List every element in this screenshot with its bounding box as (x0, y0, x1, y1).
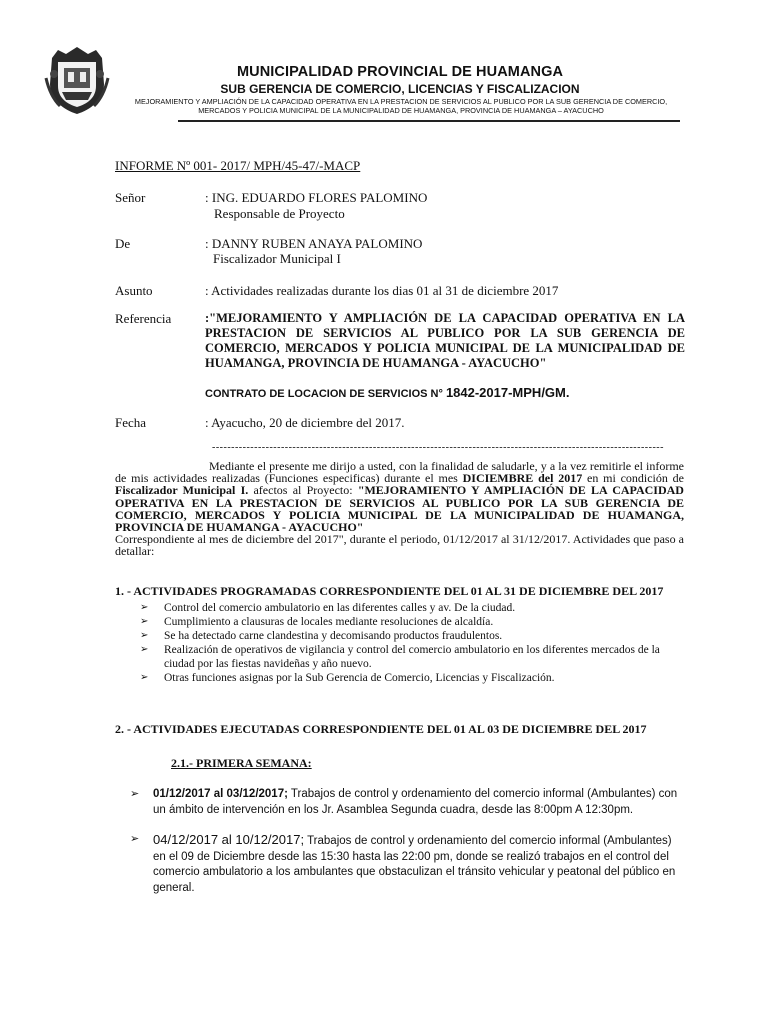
activity-entry-2 (130, 832, 686, 896)
arrow-bullet-icon: ➢ (140, 630, 149, 641)
body-month: DICIEMBRE del 2017 (462, 471, 583, 486)
list-item: ➢ Control del comercio ambulatorio en las diferentes calles y av. De la ciudad. (140, 602, 516, 614)
activity-2-date: 04/12/2017 al 10/12/2017; (153, 832, 305, 847)
list-item: ➢ Se ha detectado carne clandestina y decomisando productos fraudulentos. (140, 630, 503, 642)
list-item: ➢ Realización de operativos de vigilancia y control del comercio ambulatorio en los diferentes mercados de la ciudad por las fiestas navideñas y año nuevo. (140, 644, 660, 670)
referencia-value: :"MEJORAMIENTO Y AMPLIACIÓN DE LA CAPACIDAD OPERATIVA EN LA PRESTACION DE SERVICIOS AL PUBLICO POR LA SUB GERENCIA DE COMERCIO, MERCADOS Y POLICIA MUNICIPAL DE LA MUNICIPALIDAD DE HUAMANGA, PROVINCIA DE HUAMANGA - AYACUCHO" (205, 311, 685, 370)
arrow-bullet-icon: ➢ (130, 833, 140, 845)
arrow-bullet-icon: ➢ (140, 602, 149, 613)
de-value: : DANNY RUBEN ANAYA PALOMINO (205, 236, 423, 251)
senor-label: Señor (115, 190, 146, 205)
activity-entry-1 (130, 787, 686, 818)
referencia-label: Referencia (115, 311, 172, 326)
body-paragraph (115, 460, 684, 558)
body-project-name: "MEJORAMIENTO Y AMPLIACIÓN DE LA CAPACIDAD OPERATIVA EN LA PRESTACION DE SERVICIOS AL PUBLICO POR LA SUB GERENCIA DE COMERCIO, MERCADOS Y POLICIA MUNICIPAL DE LA MUNICIPALIDAD DE HUAMANGA, PROVINCIA DE HUAMANGA - AYACUCHO" (115, 483, 684, 535)
contract-prefix: CONTRATO DE LOCACION DE SERVICIOS N° (205, 388, 443, 400)
project-title-line-1: MEJORAMIENTO Y AMPLIACIÓN DE LA CAPACIDAD OPERATIVA EN LA PRESTACION DE SERVICIOS AL PUBLICO POR LA SUB GERENCIA DE COMERCIO, (134, 97, 668, 106)
body-text-4: Correspondiente al mes de diciembre del 2017", durante el periodo, 01/12/2017 al 31/12/2017. Actividades que paso a detallar: (115, 532, 684, 559)
de-role: Fiscalizador Municipal I (213, 251, 341, 266)
project-title-line-2: MERCADOS Y POLICIA MUNICIPAL DE LA MUNICIPALIDAD DE HUAMANGA, PROVINCIA DE HUAMANGA – AYACUCHO (198, 106, 604, 115)
header-divider (178, 120, 680, 122)
activity-1-text: Trabajos de control y ordenamiento del comercio informal (Ambulantes) con un ámbito de intervención en los Jr. Asamblea Segunda cuadra, desde las 8:00pm A 12:30pm. (153, 788, 678, 816)
arrow-bullet-icon: ➢ (130, 788, 140, 800)
activity-2-text: Trabajos de control y ordenamiento del comercio informal (Ambulantes) en el 09 de Diciembre desde las 15:30 hasta las 22:00 pm, donde se realizó trabajos en el control del comercio ambulatorio a los ambulantes que obstaculizan el tránsito vehicular y peatonal del público en general. (153, 835, 676, 894)
fecha-label: Fecha (115, 415, 147, 430)
body-text-2: en mi condición de (582, 471, 685, 486)
senor-role: Responsable de Proyecto (214, 206, 345, 221)
asunto-value: : Actividades realizadas durante los dias 01 al 31 de diciembre 2017 (205, 283, 559, 298)
arrow-bullet-icon: ➢ (140, 644, 149, 655)
list-item: ➢ Cumplimiento a clausuras de locales mediante resoluciones de alcaldía. (140, 616, 494, 628)
report-number: INFORME Nº 001- 2017/ MPH/45-47/-MACP (115, 158, 361, 173)
section-1-title: 1. - ACTIVIDADES PROGRAMADAS CORRESPONDIENTE DEL 01 AL 31 DE DICIEMBRE DEL 2017 (115, 584, 664, 598)
arrow-bullet-icon: ➢ (140, 672, 149, 683)
asunto-label: Asunto (115, 283, 153, 298)
separator-line: ---------------------------------------------------------------------------------------------------------------------- (212, 442, 664, 453)
sub-organization-name: SUB GERENCIA DE COMERCIO, LICENCIAS Y FISCALIZACION (220, 82, 580, 96)
body-position: Fiscalizador Municipal I. (115, 483, 249, 498)
contract-reference (205, 385, 570, 400)
subsection-first-week: 2.1.- PRIMERA SEMANA: (171, 756, 312, 770)
body-text-3: afectos al Proyecto: (248, 483, 358, 498)
body-text-1: Mediante el presente me dirijo a usted, con la finalidad de saludarle, y a la vez remitirle el informe de mis actividades realizadas (Funciones especificas) durante el mes (115, 459, 684, 486)
senor-value: : ING. EDUARDO FLORES PALOMINO (205, 190, 428, 205)
municipal-coat-of-arms-logo (44, 44, 110, 116)
arrow-bullet-icon: ➢ (140, 616, 149, 627)
fecha-value: : Ayacucho, 20 de diciembre del 2017. (205, 415, 405, 430)
activity-1-date: 01/12/2017 al 03/12/2017; (153, 788, 288, 800)
de-label: De (115, 236, 131, 251)
section-1-list (140, 601, 686, 685)
list-item: ➢ Otras funciones asignas por la Sub Gerencia de Comercio, Licencias y Fiscalización. (140, 672, 555, 684)
organization-name: MUNICIPALIDAD PROVINCIAL DE HUAMANGA (236, 64, 564, 80)
contract-number: 1842-2017-MPH/GM. (445, 385, 570, 400)
section-2-title: 2. - ACTIVIDADES EJECUTADAS CORRESPONDIENTE DEL 01 AL 03 DE DICIEMBRE DEL 2017 (115, 722, 647, 736)
